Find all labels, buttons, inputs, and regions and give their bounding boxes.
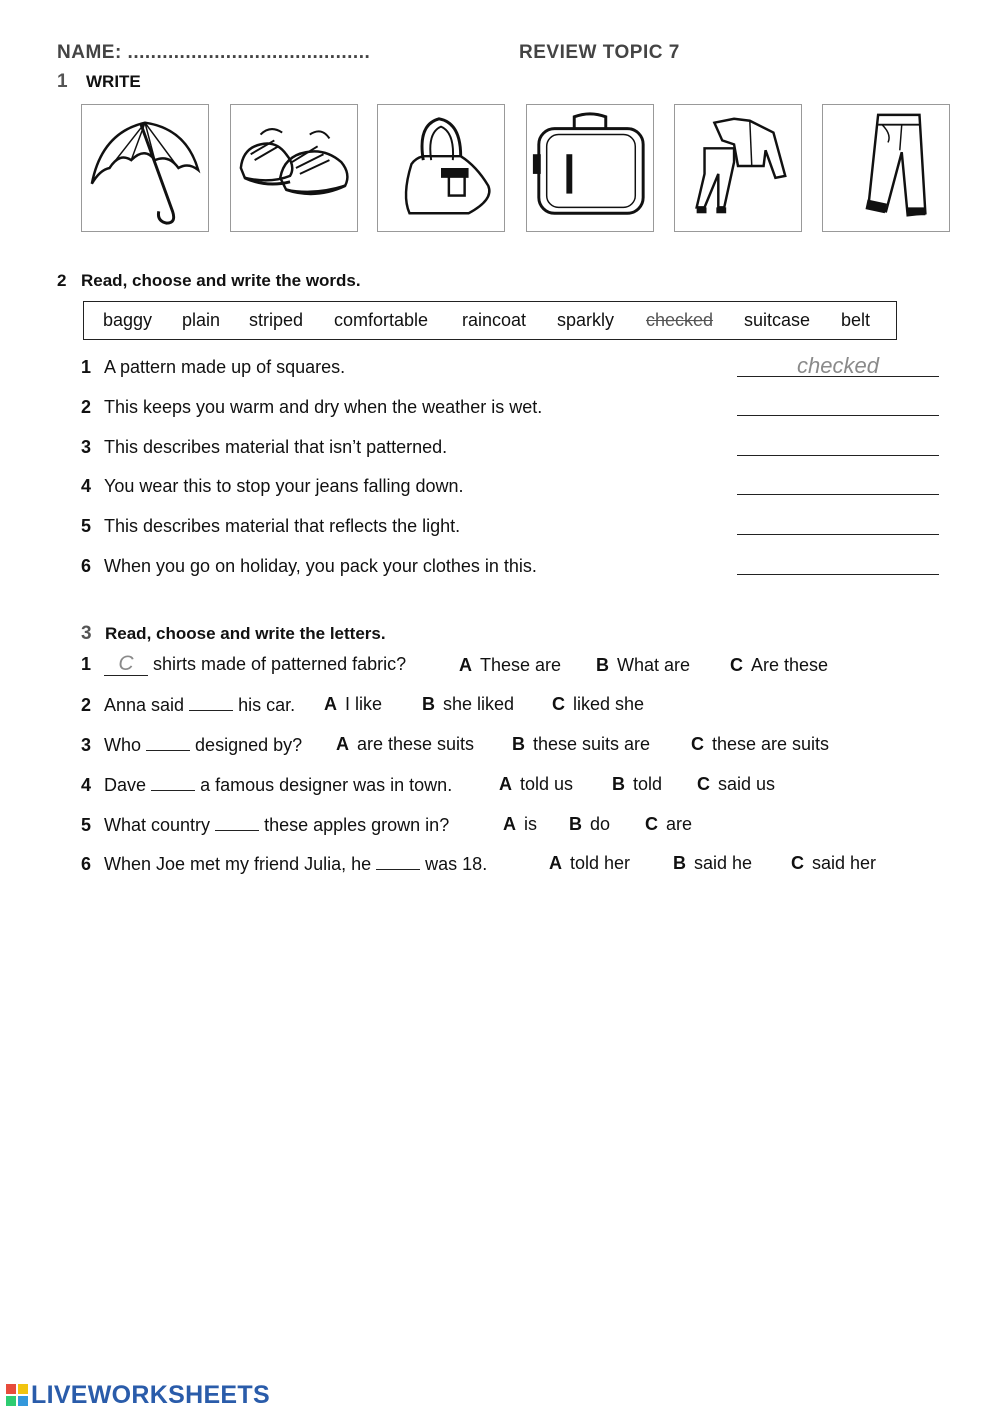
jeans-icon: [823, 105, 949, 231]
answer-input[interactable]: [737, 574, 939, 575]
question-text-after: these apples grown in?: [264, 815, 450, 835]
question-row: [81, 516, 460, 540]
suitcase-picture[interactable]: [526, 104, 654, 232]
option-letter: A: [549, 853, 562, 873]
option-text: these are suits: [712, 734, 830, 754]
question-text-after: was 18.: [425, 854, 488, 874]
question-row: [81, 814, 449, 836]
word-bank-item: baggy: [103, 310, 153, 330]
question-number: 4: [81, 775, 92, 795]
answer-input[interactable]: [737, 534, 939, 535]
option-letter: C: [697, 774, 710, 794]
option-letter: B: [512, 734, 525, 754]
question-row: [81, 397, 542, 421]
option-b[interactable]: [673, 853, 752, 874]
section3-number: 3: [81, 623, 92, 644]
jeans-picture[interactable]: [822, 104, 950, 232]
option-letter: B: [569, 814, 582, 834]
option-letter: A: [503, 814, 516, 834]
option-a[interactable]: [336, 734, 474, 755]
option-text: I like: [345, 694, 383, 714]
option-a[interactable]: [459, 655, 561, 676]
question-number: 5: [81, 815, 92, 835]
trainers-picture[interactable]: [230, 104, 358, 232]
option-text: told her: [570, 853, 631, 873]
option-a[interactable]: [503, 814, 537, 835]
option-a[interactable]: [324, 694, 382, 715]
option-letter: A: [324, 694, 337, 714]
answer-input[interactable]: [151, 774, 195, 791]
option-text: she liked: [443, 694, 515, 714]
question-row: [81, 437, 447, 461]
question-text: A pattern made up of squares.: [104, 357, 346, 377]
option-text: are: [666, 814, 693, 834]
tracksuit-picture[interactable]: [674, 104, 802, 232]
question-text-before: What country: [104, 815, 211, 835]
section2-title: Read, choose and write the words.: [81, 271, 361, 290]
question-number: 1: [81, 357, 92, 377]
answer-input-filled[interactable]: [104, 652, 148, 676]
question-text: This describes material that reflects the light.: [104, 516, 461, 536]
answer-input[interactable]: [146, 734, 190, 751]
handbag-icon: [378, 105, 504, 231]
question-text: You wear this to stop your jeans falling down.: [104, 476, 464, 496]
question-text-before: Who: [104, 735, 142, 755]
question-text-before: Dave: [104, 775, 147, 795]
option-letter: B: [612, 774, 625, 794]
tracksuit-icon: [675, 105, 801, 231]
word-bank: [83, 301, 897, 340]
option-b[interactable]: [612, 774, 662, 795]
option-c[interactable]: [552, 694, 644, 715]
word-bank-item: comfortable: [334, 310, 429, 330]
option-c[interactable]: [791, 853, 876, 874]
question-row: [81, 357, 345, 381]
answer-input[interactable]: [737, 415, 939, 416]
answer-input[interactable]: [737, 494, 939, 495]
question-row: [81, 694, 295, 716]
option-c[interactable]: [645, 814, 692, 835]
option-text: told us: [520, 774, 574, 794]
umbrella-icon: [82, 105, 208, 231]
answer-input[interactable]: [189, 694, 233, 711]
question-number: 2: [81, 397, 92, 417]
answer-input[interactable]: [737, 455, 939, 456]
word-bank-item: belt: [841, 310, 871, 330]
question-number: 4: [81, 476, 92, 496]
option-text: do: [590, 814, 611, 834]
answer-line: [737, 376, 939, 377]
word-bank-item: suitcase: [744, 310, 811, 330]
option-a[interactable]: [549, 853, 630, 874]
section3-title: Read, choose and write the letters.: [105, 624, 386, 643]
word-bank-item: sparkly: [557, 310, 615, 330]
option-text: said us: [718, 774, 776, 794]
liveworksheets-logo[interactable]: [6, 1381, 270, 1410]
section1-number: 1: [57, 71, 68, 92]
option-text: said her: [812, 853, 877, 873]
option-letter: C: [730, 655, 743, 675]
question-number: 1: [81, 654, 92, 674]
answer-letter: C: [118, 652, 134, 675]
question-number: 5: [81, 516, 92, 536]
name-field-label: NAME: ..........................................: [57, 42, 371, 63]
umbrella-picture[interactable]: [81, 104, 209, 232]
question-text-before: When Joe met my friend Julia, he: [104, 854, 372, 874]
question-text: shirts made of patterned fabric?: [153, 654, 407, 674]
question-number: 3: [81, 437, 92, 457]
question-number: 2: [81, 695, 92, 715]
option-letter: B: [673, 853, 686, 873]
page-title: REVIEW TOPIC 7: [519, 42, 680, 63]
option-letter: A: [499, 774, 512, 794]
question-text-after: his car.: [238, 695, 296, 715]
question-row: [81, 476, 464, 500]
option-b[interactable]: [596, 655, 690, 676]
option-text: Are these: [751, 655, 829, 675]
question-text-after: a famous designer was in town.: [200, 775, 453, 795]
section2-number: 2: [57, 271, 67, 290]
option-text: said he: [694, 853, 753, 873]
option-letter: B: [596, 655, 609, 675]
question-number: 6: [81, 556, 92, 576]
option-text: What are: [617, 655, 691, 675]
option-b[interactable]: [512, 734, 650, 755]
option-letter: C: [691, 734, 704, 754]
section1-title: WRITE: [86, 72, 141, 91]
option-text: is: [524, 814, 537, 834]
question-text: This describes material that isn’t patterned.: [104, 437, 448, 457]
answer-input[interactable]: [215, 814, 259, 831]
question-row: [81, 556, 537, 580]
question-text: When you go on holiday, you pack your clothes in this.: [104, 556, 537, 576]
liveworksheets-logo-icon: [6, 1384, 28, 1406]
question-text-before: Anna said: [104, 695, 185, 715]
option-text: These are: [480, 655, 562, 675]
word-bank-item: plain: [182, 310, 221, 330]
option-text: told: [633, 774, 663, 794]
option-letter: C: [645, 814, 658, 834]
question-row: [81, 853, 487, 875]
handbag-picture[interactable]: [377, 104, 505, 232]
option-text: these suits are: [533, 734, 651, 754]
option-b[interactable]: [569, 814, 610, 835]
option-c[interactable]: [697, 774, 775, 795]
word-bank-item: raincoat: [462, 310, 527, 330]
answer-input-filled[interactable]: checked: [797, 353, 879, 378]
option-letter: C: [791, 853, 804, 873]
option-c[interactable]: [730, 655, 828, 676]
word-bank-item: striped: [249, 310, 304, 330]
option-b[interactable]: [422, 694, 514, 715]
logo-text: LIVEWORKSHEETS: [31, 1381, 270, 1409]
question-row: [81, 734, 302, 756]
word-bank-item-crossed: checked: [646, 310, 714, 330]
answer-input[interactable]: [376, 853, 420, 870]
question-number: 6: [81, 854, 92, 874]
question-text-after: designed by?: [195, 735, 303, 755]
option-letter: B: [422, 694, 435, 714]
option-letter: C: [552, 694, 565, 714]
suitcase-icon: [527, 105, 653, 231]
question-number: 3: [81, 735, 92, 755]
question-row: [81, 774, 452, 796]
option-text: are these suits: [357, 734, 475, 754]
question-text: This keeps you warm and dry when the weather is wet.: [104, 397, 543, 417]
trainers-icon: [231, 105, 357, 231]
option-letter: A: [336, 734, 349, 754]
option-text: liked she: [573, 694, 645, 714]
option-letter: A: [459, 655, 472, 675]
question-row: [81, 654, 406, 676]
option-c[interactable]: [691, 734, 829, 755]
option-a[interactable]: [499, 774, 573, 795]
